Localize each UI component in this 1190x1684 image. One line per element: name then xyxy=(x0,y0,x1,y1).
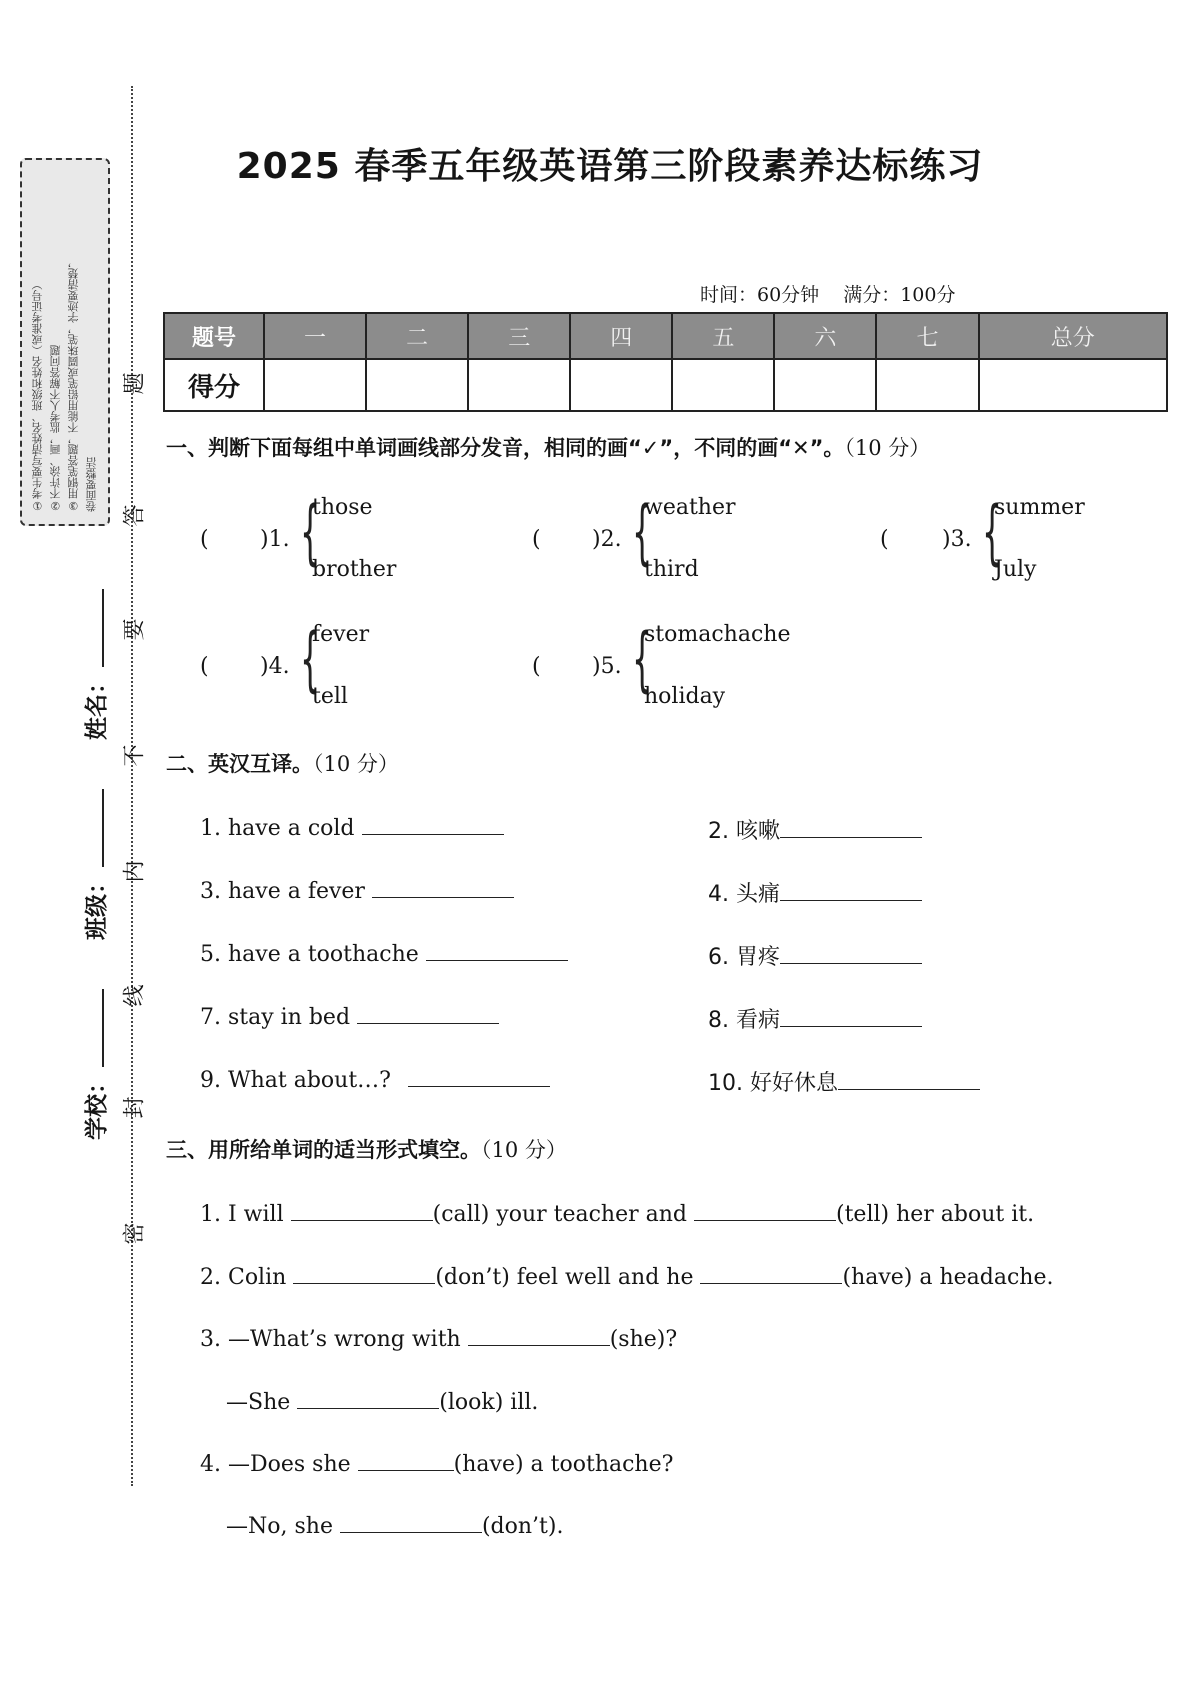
word-1: summer xyxy=(994,495,1085,520)
answer-blank[interactable] xyxy=(426,940,568,961)
translation-prompt: 8. 看病 xyxy=(708,1008,780,1033)
brace-icon: { xyxy=(632,618,653,700)
answer-blank[interactable] xyxy=(694,1200,836,1221)
translation-prompt: 9. What about…? xyxy=(200,1068,391,1093)
field-label: 班级： xyxy=(84,871,110,940)
answer-blank[interactable] xyxy=(293,1263,435,1284)
item-number: )5. xyxy=(592,654,622,679)
sentence-part: 2. Colin xyxy=(200,1265,287,1290)
answer-blank[interactable] xyxy=(297,1388,439,1409)
section-1-points: （10 分） xyxy=(844,436,931,460)
answer-blank[interactable] xyxy=(700,1263,842,1284)
sentence-part: (tell) her about it. xyxy=(836,1202,1035,1227)
answer-blank[interactable] xyxy=(838,1069,980,1090)
word-1: those xyxy=(312,495,373,520)
word-2: holiday xyxy=(644,684,726,709)
score-column-header: 四 xyxy=(570,313,672,359)
answer-blank[interactable] xyxy=(780,1006,922,1027)
exam-time: 时间：60分钟 xyxy=(700,284,820,306)
word-1: fever xyxy=(312,622,370,647)
section-3-points: （10 分） xyxy=(481,1138,567,1162)
name-blank[interactable] xyxy=(84,589,104,667)
field-label: 姓名： xyxy=(84,671,110,740)
seal-char: 线 xyxy=(122,984,148,1007)
score-table xyxy=(163,312,1168,412)
item-number: )1. xyxy=(260,527,290,552)
answer-paren[interactable]: ( xyxy=(880,527,889,552)
score-column-header: 总分 xyxy=(979,313,1167,359)
answer-blank[interactable] xyxy=(372,877,514,898)
fill-blank-item xyxy=(200,1325,677,1352)
score-table-score-row xyxy=(164,359,1167,411)
sentence-part: 4. —Does she xyxy=(200,1452,351,1477)
answer-blank[interactable] xyxy=(780,880,922,901)
score-cell[interactable] xyxy=(366,359,468,411)
score-column-header: 七 xyxy=(876,313,978,359)
answer-blank[interactable] xyxy=(468,1325,610,1346)
score-column-header: 五 xyxy=(672,313,774,359)
translation-item xyxy=(708,940,922,971)
answer-paren[interactable]: ( xyxy=(200,527,209,552)
section-3-heading xyxy=(166,1134,567,1164)
translation-prompt: 4. 头痛 xyxy=(708,882,780,907)
translation-item xyxy=(200,1003,499,1030)
word-2: third xyxy=(644,557,699,582)
score-table-row-label: 题号 xyxy=(164,313,264,359)
translation-item xyxy=(708,877,922,908)
answer-blank[interactable] xyxy=(340,1512,482,1533)
exam-full-score: 满分：100分 xyxy=(843,284,956,306)
sentence-part: —No, she xyxy=(226,1514,333,1539)
fill-blank-item xyxy=(200,1263,1054,1290)
notice-line: 卷面要整洁 xyxy=(85,457,98,512)
notice-line: ①考生要写清姓名、班级和姓名（或准考证号） xyxy=(31,279,44,512)
class-blank[interactable] xyxy=(84,789,104,867)
score-cell[interactable] xyxy=(876,359,978,411)
translation-item xyxy=(200,877,514,904)
score-column-header: 六 xyxy=(774,313,876,359)
sentence-part: —She xyxy=(226,1390,291,1415)
translation-prompt: 3. have a fever xyxy=(200,879,365,904)
answer-blank[interactable] xyxy=(780,943,922,964)
notice-line: ③用钢笔答题，不能用铅笔或圆珠笔，字迹要清楚， xyxy=(67,257,80,512)
translation-item xyxy=(200,814,504,841)
score-column-header: 二 xyxy=(366,313,468,359)
translation-item xyxy=(708,1003,922,1034)
sentence-part: 3. —What’s wrong with xyxy=(200,1327,461,1352)
sentence-part: (have) a headache. xyxy=(842,1265,1054,1290)
score-cell[interactable] xyxy=(672,359,774,411)
score-column-header: 一 xyxy=(264,313,366,359)
exam-meta xyxy=(700,280,979,307)
brace-icon: { xyxy=(632,491,653,573)
fill-blank-item xyxy=(226,1512,563,1539)
word-2: July xyxy=(994,557,1037,582)
exam-notice-box xyxy=(20,158,110,526)
brace-icon: { xyxy=(982,491,1003,573)
brace-icon: { xyxy=(300,618,321,700)
item-number: )2. xyxy=(592,527,622,552)
seal-char: 答 xyxy=(122,504,148,527)
answer-blank[interactable] xyxy=(291,1200,433,1221)
seal-char: 要 xyxy=(122,618,148,641)
student-school-field[interactable] xyxy=(78,989,111,1140)
student-class-field[interactable] xyxy=(78,789,111,940)
fill-blank-item xyxy=(200,1450,673,1477)
section-2-points: （10 分） xyxy=(313,752,399,776)
seal-char: 题 xyxy=(122,372,148,395)
fill-blank-item xyxy=(226,1388,538,1415)
notice-line: ②不许涂、画，监考人不解答问题 xyxy=(49,345,62,512)
answer-paren[interactable]: ( xyxy=(532,527,541,552)
answer-paren[interactable]: ( xyxy=(200,654,209,679)
sentence-part: 1. I will xyxy=(200,1202,284,1227)
score-cell[interactable] xyxy=(774,359,876,411)
score-cell[interactable] xyxy=(468,359,570,411)
word-1: weather xyxy=(644,495,736,520)
word-2: tell xyxy=(312,684,348,709)
translation-prompt: 1. have a cold xyxy=(200,816,355,841)
answer-blank[interactable] xyxy=(408,1066,550,1087)
score-cell[interactable] xyxy=(264,359,366,411)
word-1: stomachache xyxy=(644,622,791,647)
translation-prompt: 10. 好好休息 xyxy=(708,1071,838,1096)
translation-prompt: 5. have a toothache xyxy=(200,942,419,967)
school-blank[interactable] xyxy=(84,989,104,1067)
section-1-title: 一、判断下面每组中单词画线部分发音，相同的画“✓”，不同的画“✕”。 xyxy=(166,436,845,460)
translation-prompt: 7. stay in bed xyxy=(200,1005,351,1030)
section-2-heading xyxy=(166,748,399,778)
section-1-heading xyxy=(166,432,930,462)
field-label: 学校： xyxy=(84,1071,110,1140)
translation-prompt: 2. 咳嗽 xyxy=(708,819,780,844)
answer-blank[interactable] xyxy=(358,1450,454,1471)
sentence-part: (she)? xyxy=(609,1327,678,1352)
translation-item xyxy=(708,814,922,845)
fill-blank-item xyxy=(200,1200,1034,1227)
word-2: brother xyxy=(312,557,397,582)
answer-paren[interactable]: ( xyxy=(532,654,541,679)
seal-char: 内 xyxy=(122,860,148,883)
translation-item xyxy=(200,940,568,967)
answer-blank[interactable] xyxy=(362,814,504,835)
score-table-header-row xyxy=(164,313,1167,359)
answer-blank[interactable] xyxy=(780,817,922,838)
exam-title: 2025 春季五年级英语第三阶段素养达标练习 xyxy=(236,146,984,187)
sentence-part: (don’t). xyxy=(481,1514,564,1539)
seal-char: 密 xyxy=(122,1222,148,1245)
score-cell[interactable] xyxy=(570,359,672,411)
seal-char: 不 xyxy=(122,744,148,767)
sentence-part: (look) ill. xyxy=(439,1390,539,1415)
student-name-field[interactable] xyxy=(78,589,111,740)
sentence-part: (have) a toothache? xyxy=(453,1452,674,1477)
item-number: )3. xyxy=(942,527,972,552)
sentence-part: (call) your teacher and xyxy=(432,1202,687,1227)
section-2-title: 二、英汉互译。 xyxy=(166,752,313,776)
brace-icon: { xyxy=(300,491,321,573)
translation-item xyxy=(708,1066,980,1097)
section-3-title: 三、用所给单词的适当形式填空。 xyxy=(166,1138,481,1162)
score-cell[interactable] xyxy=(979,359,1167,411)
item-number: )4. xyxy=(260,654,290,679)
binding-dotted-line xyxy=(131,86,133,1486)
score-column-header: 三 xyxy=(468,313,570,359)
answer-blank[interactable] xyxy=(357,1003,499,1024)
sentence-part: (don’t) feel well and he xyxy=(435,1265,694,1290)
seal-char: 封 xyxy=(122,1096,148,1119)
translation-item xyxy=(200,1066,550,1093)
translation-prompt: 6. 胃疼 xyxy=(708,945,780,970)
score-table-row-label: 得分 xyxy=(164,359,264,411)
